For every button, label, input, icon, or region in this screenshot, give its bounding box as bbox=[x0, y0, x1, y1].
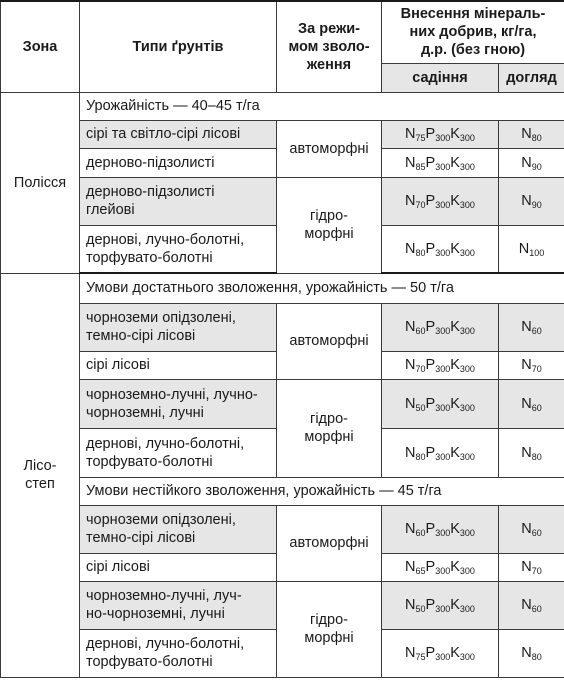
care-value: $N_{70}$ bbox=[499, 351, 564, 379]
header-fertilizers-line: них добрив, кг/га, bbox=[409, 24, 537, 41]
soil-line: темно-сірі лісові bbox=[86, 530, 196, 546]
care-value: $N_{60}$ bbox=[499, 379, 564, 428]
soil-line: чорноземно-лучні, лучно- bbox=[86, 386, 258, 403]
section-unstable-moisture: Умови нестійкого зволоження, урожайність — 45 т/га bbox=[80, 477, 564, 505]
soil-line: торфувато-болотні bbox=[86, 654, 213, 670]
soil-type-cell bbox=[80, 351, 277, 379]
soil-line: дернові, лучно-болотні, bbox=[86, 636, 245, 652]
care-value: $N_{80}$ bbox=[499, 629, 564, 677]
mode-automorphic: автоморфні bbox=[277, 120, 382, 177]
mode-line: морфні bbox=[304, 630, 354, 646]
soil-type-cell bbox=[80, 379, 277, 428]
care-value: $N_{90}$ bbox=[499, 177, 564, 225]
header-care: догляд bbox=[499, 63, 564, 92]
planting-value: $N_{70}P_{300}K_{300}$ bbox=[382, 177, 499, 225]
soil-type-cell bbox=[80, 225, 277, 273]
planting-value: $N_{65}P_{300}K_{300}$ bbox=[382, 553, 499, 581]
mode-hydromorphic bbox=[277, 177, 382, 273]
planting-value: $N_{85}P_{300}K_{300}$ bbox=[382, 148, 499, 177]
header-soil-types: Типи ґрунтів bbox=[80, 1, 277, 92]
soil-type-cell bbox=[80, 177, 277, 225]
soil-line: торфувато-болотні bbox=[86, 453, 213, 470]
mode-line: морфні bbox=[304, 226, 354, 242]
header-fertilizers bbox=[382, 1, 564, 63]
mode-line: гідро- bbox=[310, 612, 348, 628]
zone-polissia: Полісся bbox=[1, 92, 80, 273]
zone-line: степ bbox=[25, 476, 55, 492]
header-fertilizers-line: д.р. (без гною) bbox=[420, 42, 526, 59]
care-value: $N_{100}$ bbox=[499, 225, 564, 273]
care-value: $N_{90}$ bbox=[499, 148, 564, 177]
care-value: $N_{60}$ bbox=[499, 581, 564, 629]
planting-value: $N_{80}P_{300}K_{300}$ bbox=[382, 225, 499, 273]
care-value: $N_{60}$ bbox=[499, 303, 564, 351]
planting-value: $N_{80}P_{300}K_{300}$ bbox=[382, 428, 499, 477]
soil-line: темно-сірі лісові bbox=[86, 328, 196, 344]
planting-value: $N_{70}P_{300}K_{300}$ bbox=[382, 351, 499, 379]
soil-type-cell bbox=[80, 120, 277, 148]
soil-line: но-чорноземні, лучні bbox=[86, 606, 225, 622]
zone-lisostep bbox=[1, 273, 80, 677]
soil-line: дернові, лучно-болотні, bbox=[86, 435, 245, 452]
planting-value: $N_{50}P_{300}K_{300}$ bbox=[382, 581, 499, 629]
mode-hydromorphic bbox=[277, 581, 382, 677]
header-moisture-line: ження bbox=[306, 56, 352, 73]
planting-value: $N_{60}P_{300}K_{300}$ bbox=[382, 505, 499, 553]
header-zone: Зона bbox=[1, 1, 80, 92]
header-fertilizers-line: Внесення мінераль- bbox=[400, 6, 546, 23]
section-polissia-yield: Урожайність — 40–45 т/га bbox=[80, 92, 564, 120]
soil-line: чорноземно-лучні, луч- bbox=[86, 588, 242, 604]
mode-line: гідро- bbox=[310, 208, 348, 224]
planting-value: $N_{75}P_{300}K_{300}$ bbox=[382, 120, 499, 148]
header-moisture-mode bbox=[277, 1, 382, 92]
care-value: $N_{80}$ bbox=[499, 428, 564, 477]
soil-line: сірі та світло-сірі лісові bbox=[86, 126, 241, 142]
mode-automorphic: автоморфні bbox=[277, 303, 382, 379]
section-sufficient-moisture: Умови достатнього зволоження, урожайність — 50 т/га bbox=[80, 273, 564, 303]
planting-value: $N_{60}P_{300}K_{300}$ bbox=[382, 303, 499, 351]
header-moisture-line: За режи- bbox=[298, 20, 360, 37]
care-value: $N_{80}$ bbox=[499, 120, 564, 148]
care-value: $N_{60}$ bbox=[499, 505, 564, 553]
mode-automorphic: автоморфні bbox=[277, 505, 382, 581]
soil-type-cell bbox=[80, 553, 277, 581]
soil-line: дерново-підзолисті bbox=[86, 184, 215, 200]
soil-type-cell bbox=[80, 505, 277, 553]
soil-type-cell bbox=[80, 428, 277, 477]
planting-value: $N_{50}P_{300}K_{300}$ bbox=[382, 379, 499, 428]
header-planting: садіння bbox=[382, 63, 499, 92]
zone-line: Лісо- bbox=[23, 458, 57, 474]
soil-line: чорноземи опідзолені, bbox=[86, 310, 236, 326]
soil-type-cell bbox=[80, 629, 277, 677]
soil-line: дерново-підзолисті bbox=[86, 154, 215, 171]
soil-line: глейові bbox=[86, 202, 135, 218]
soil-line: чорноземи опідзолені, bbox=[86, 512, 236, 528]
planting-value: $N_{75}P_{300}K_{300}$ bbox=[382, 629, 499, 677]
header-moisture-line: мом зволо- bbox=[288, 38, 370, 55]
mode-line: морфні bbox=[304, 429, 354, 445]
care-value: $N_{70}$ bbox=[499, 553, 564, 581]
soil-line: сірі лісові bbox=[86, 357, 150, 373]
mode-hydromorphic bbox=[277, 379, 382, 477]
soil-line: дернові, лучно-болотні, bbox=[86, 231, 245, 248]
soil-type-cell bbox=[80, 148, 277, 177]
soil-type-cell bbox=[80, 581, 277, 629]
mode-line: гідро- bbox=[310, 411, 348, 427]
soil-line: чорноземні, лучні bbox=[86, 404, 204, 421]
soil-type-cell bbox=[80, 303, 277, 351]
soil-line: торфувато-болотні bbox=[86, 249, 213, 266]
soil-line: сірі лісові bbox=[86, 559, 150, 575]
